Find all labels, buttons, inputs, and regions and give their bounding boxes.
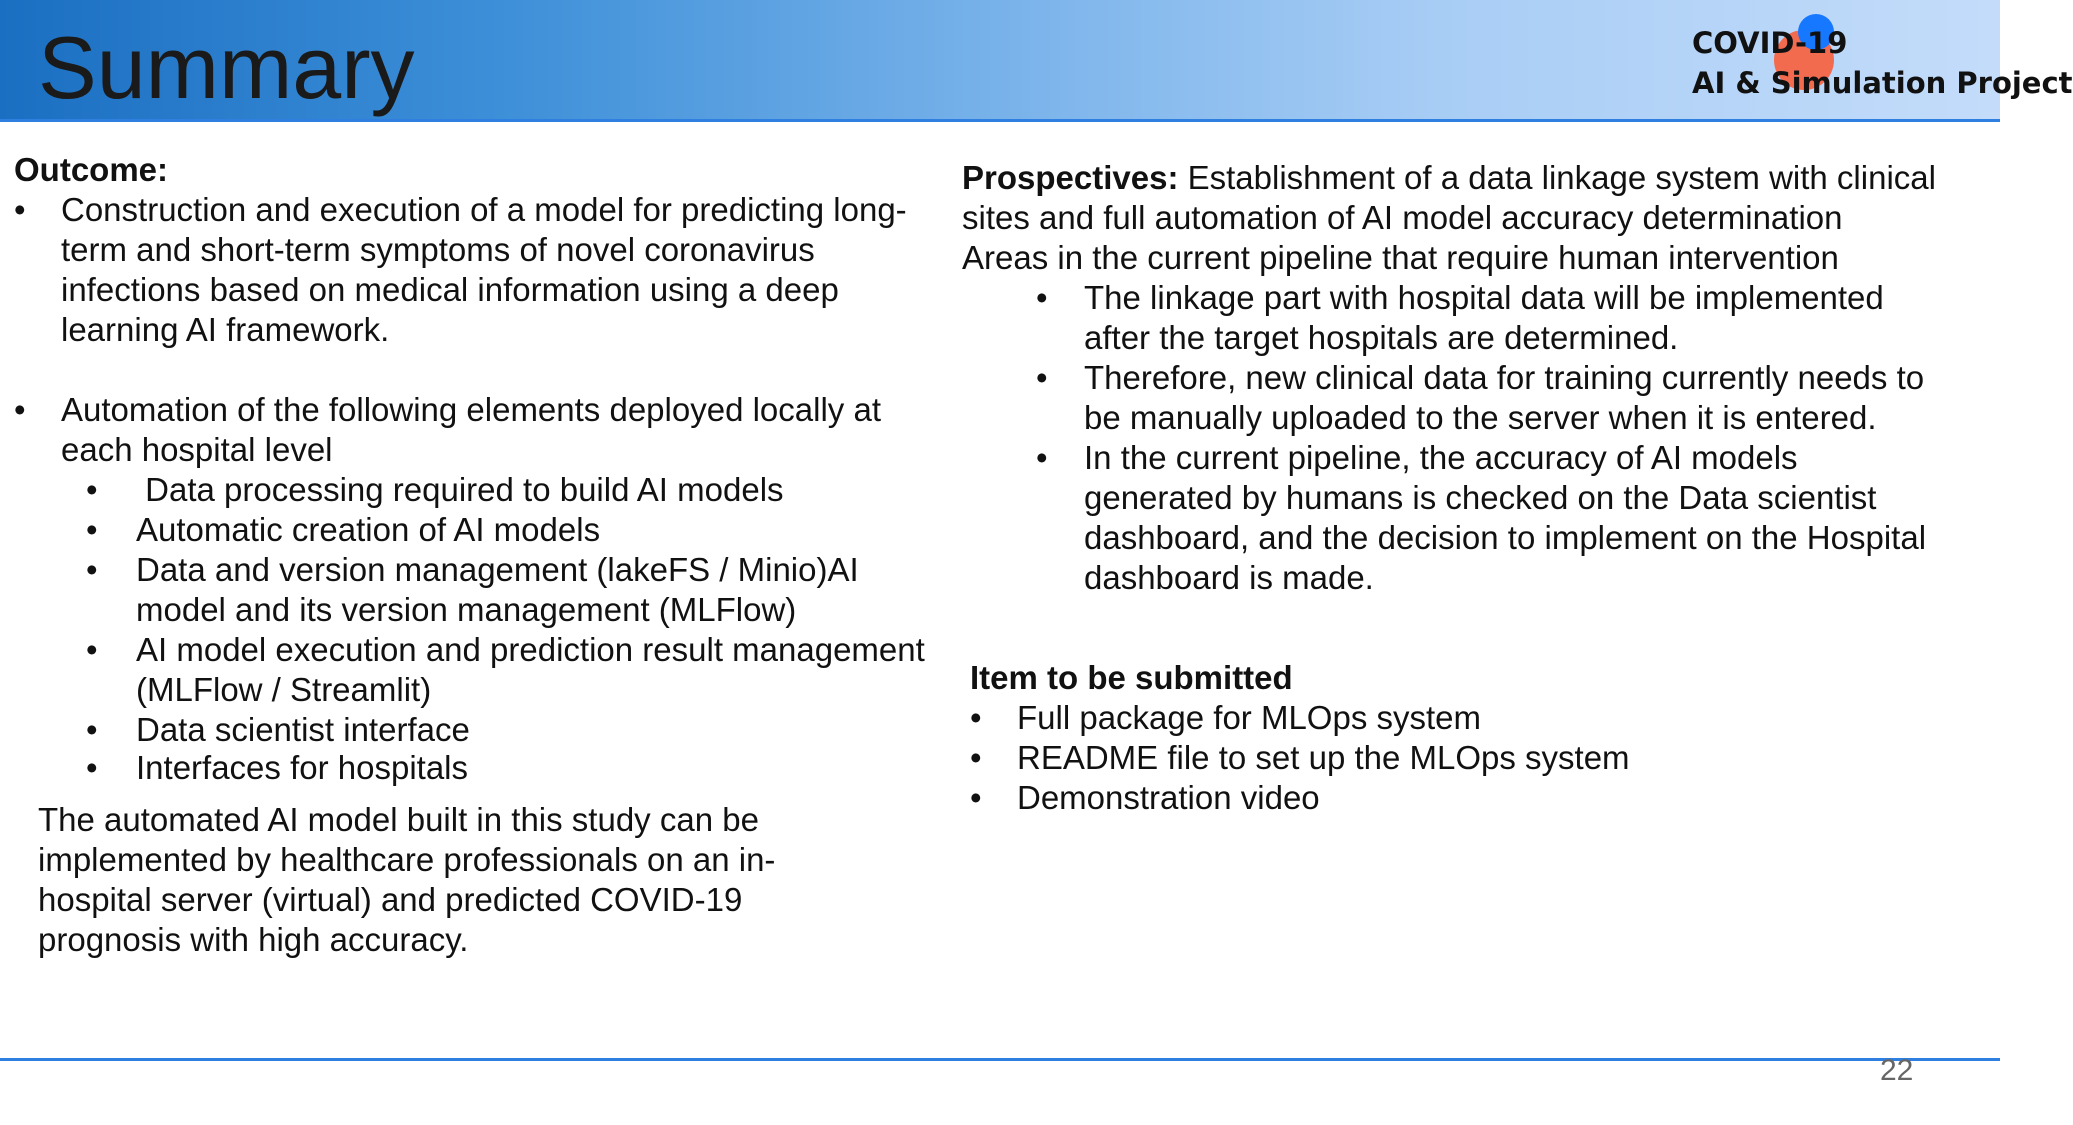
prospectives-text: Establishment of a data linkage system with clinical sites and full automation of AI model accuracy determination xyxy=(962,159,1936,236)
sub-item-text: Data scientist interface xyxy=(136,711,470,748)
bullet-icon: • xyxy=(970,739,982,776)
list-item xyxy=(76,750,944,786)
submission-heading: Item to be submitted xyxy=(970,659,1293,696)
spacer xyxy=(14,350,944,390)
areas-item-text: Therefore, new clinical data for training currently needs to be manually uploaded to the server when it is entered. xyxy=(1084,359,1925,436)
areas-list xyxy=(1036,278,1936,598)
areas-item-text: In the current pipeline, the accuracy of AI models generated by humans is checked on the Data scientist dashboard, and the decision to implement on the Hospital dashboard is made. xyxy=(1084,439,1927,596)
outcome-bullet-2: Automation of the following elements deployed locally at each hospital level xyxy=(61,391,881,468)
outcome-list xyxy=(14,190,944,470)
bullet-icon: • xyxy=(1036,439,1048,476)
prospectives-column xyxy=(962,158,1982,818)
list-item xyxy=(76,470,944,510)
list-item xyxy=(1036,438,1936,598)
list-item xyxy=(970,698,1982,738)
prospectives-paragraph xyxy=(962,158,1982,238)
conclusion-text: The automated AI model built in this study can be implemented by healthcare professionals on an in-hospital server (virtual) and predicted COVID-19 prognosis with high accuracy. xyxy=(38,801,776,958)
outcome-bullet-1: Construction and execution of a model for predicting long-term and short-term symptoms of novel coronavirus infections based on medical information using a deep learning AI framework. xyxy=(61,191,907,348)
prospectives-heading: Prospectives: xyxy=(962,159,1179,196)
header-divider xyxy=(0,119,2000,122)
brand-line-2: AI & Simulation Project xyxy=(1692,66,2073,100)
bullet-icon: • xyxy=(1036,359,1048,396)
sub-item-text: AI model execution and prediction result management (MLFlow / Streamlit) xyxy=(136,631,925,708)
list-item xyxy=(76,550,944,630)
outcome-heading: Outcome: xyxy=(14,151,169,188)
submission-item-text: Full package for MLOps system xyxy=(1017,699,1481,736)
footer-divider xyxy=(0,1058,2000,1061)
list-item xyxy=(76,710,944,750)
list-item xyxy=(970,738,1982,778)
submission-section xyxy=(970,658,1982,818)
submission-item-text: Demonstration video xyxy=(1017,779,1320,816)
bullet-icon: • xyxy=(86,471,98,508)
bullet-icon: • xyxy=(86,749,98,786)
bullet-icon: • xyxy=(86,551,98,588)
bullet-icon: • xyxy=(86,631,98,668)
bullet-icon: • xyxy=(86,511,98,548)
automation-sublist xyxy=(76,470,944,786)
bullet-icon: • xyxy=(1036,279,1048,316)
sub-item-text: Automatic creation of AI models xyxy=(136,511,601,548)
page-number: 22 xyxy=(1880,1054,1914,1087)
areas-text: Areas in the current pipeline that require human intervention xyxy=(962,239,1839,276)
bullet-icon: • xyxy=(14,191,26,228)
list-item xyxy=(1036,278,1936,358)
list-item xyxy=(14,190,944,350)
bullet-icon: • xyxy=(14,391,26,428)
list-item xyxy=(1036,358,1936,438)
sub-item-text: Data and version management (lakeFS / Minio)AI model and its version management (MLFlow) xyxy=(136,551,859,628)
sub-item-text: Data processing required to build AI models xyxy=(136,471,784,508)
submission-item-text: README file to set up the MLOps system xyxy=(1017,739,1630,776)
submission-list xyxy=(970,698,1982,818)
sub-item-text: Interfaces for hospitals xyxy=(136,749,468,786)
outcome-column xyxy=(14,150,944,960)
list-item xyxy=(76,630,944,710)
bullet-icon: • xyxy=(970,779,982,816)
brand-line-1: COVID-19 xyxy=(1692,26,1848,60)
bullet-icon: • xyxy=(86,711,98,748)
list-item xyxy=(970,778,1982,818)
areas-item-text: The linkage part with hospital data will be implemented after the target hospitals are determined. xyxy=(1084,279,1884,356)
bullet-icon: • xyxy=(970,699,982,736)
list-item xyxy=(76,510,944,550)
list-item xyxy=(14,390,944,470)
slide-title: Summary xyxy=(38,18,415,117)
project-brand xyxy=(1650,22,2073,112)
